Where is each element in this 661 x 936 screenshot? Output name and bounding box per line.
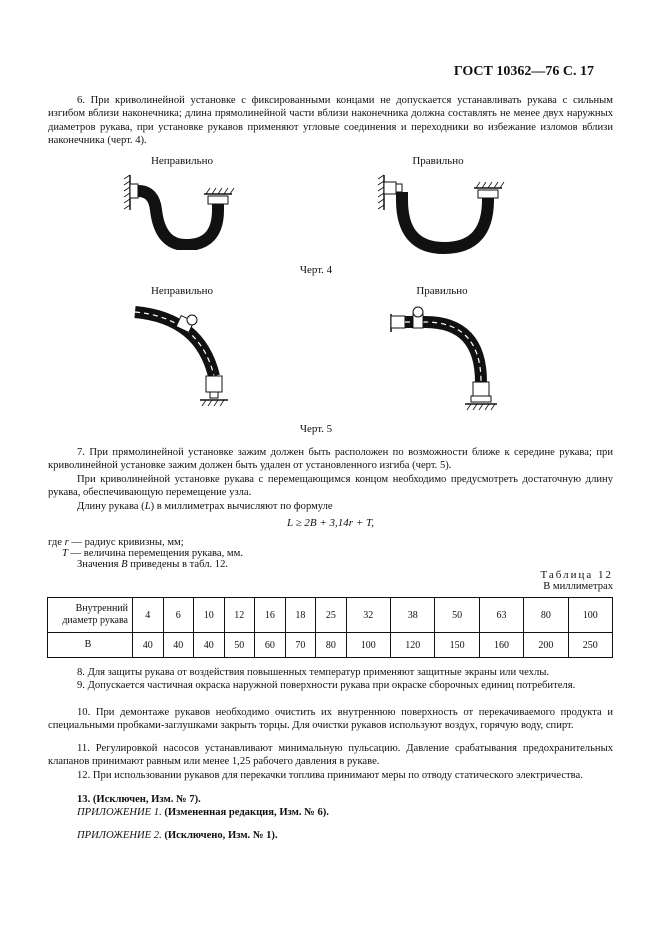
- fig4-right-drawing: [370, 170, 510, 255]
- fig5-right-label: Правильно: [416, 285, 468, 297]
- diameter-cell: 100: [568, 598, 612, 633]
- fig4-wrong-drawing: [120, 170, 260, 250]
- fig4-wrong-label: Неправильно: [150, 155, 214, 167]
- fig5-wrong-drawing: [130, 300, 250, 415]
- diameter-cell: 50: [435, 598, 479, 633]
- b-cell: 250: [568, 633, 612, 658]
- paragraph-8: 8. Для защиты рукава от воздействия повышенных температур применяют защитные экраны или чехлы.: [77, 667, 550, 678]
- diameter-cell: 63: [479, 598, 523, 633]
- fig5-caption: Черт. 5: [299, 423, 333, 435]
- diameter-cell: 6: [163, 598, 194, 633]
- page-header: ГОСТ 10362—76 С. 17: [453, 64, 594, 79]
- diameter-cell: 32: [346, 598, 390, 633]
- b-cell: 80: [316, 633, 347, 658]
- b-cell: 50: [224, 633, 255, 658]
- diameter-cell: 10: [194, 598, 225, 633]
- paragraph-7c: Длину рукава (L) в миллиметрах вычисляют по формуле: [77, 501, 333, 512]
- diameter-cell: 4: [133, 598, 164, 633]
- where-t: T — величина перемещения рукава, мм.: [62, 548, 243, 559]
- diameter-cell: 80: [524, 598, 568, 633]
- paragraph-7b: При криволинейной установке рукава с перемещающимся концом необходимо предусмотреть достаточную длину рукава, обеспечивающую перемещение узла.: [48, 474, 613, 499]
- b-cell: 150: [435, 633, 479, 658]
- values-b-note: Значения B приведены в табл. 12.: [77, 559, 229, 570]
- b-cell: 40: [163, 633, 194, 658]
- table-row-diameter: [48, 598, 613, 633]
- table-units: В миллиметрах: [543, 581, 613, 592]
- row-label-diameter: Внутренний диаметр рукава: [48, 598, 133, 633]
- b-cell: 40: [194, 633, 225, 658]
- fig5-wrong-label: Неправильно: [150, 285, 214, 297]
- paragraph-10: 10. При демонтаже рукавов необходимо очистить их внутреннюю поверхность от перекачиваемого продукта и специальными пробками-заглушками закрыть торцы. Для очистки рукавов используют воздух, горячую воду, спирт.: [48, 707, 613, 732]
- appendix-2-note: ПРИЛОЖЕНИЕ 2. (Исключено, Изм. № 1).: [77, 830, 278, 841]
- diameter-cell: 16: [255, 598, 286, 633]
- length-formula: L ≥ 2B + 3,14r + T,: [286, 517, 375, 529]
- b-cell: 100: [346, 633, 390, 658]
- b-cell: 60: [255, 633, 286, 658]
- paragraph-11: 11. Регулировкой насосов устанавливают минимальную пульсацию. Давление срабатывания предохранительных клапанов принимают равным или менее 1,25 рабочего давления в рукаве.: [48, 743, 613, 768]
- appendix-1-note: ПРИЛОЖЕНИЕ 1. (Измененная редакция, Изм. № 6).: [77, 807, 329, 818]
- b-cell: 70: [285, 633, 316, 658]
- table-title: Таблица 12: [540, 569, 613, 581]
- fig4-right-label: Правильно: [412, 155, 464, 167]
- diameter-cell: 38: [391, 598, 435, 633]
- b-cell: 40: [133, 633, 164, 658]
- paragraph-7: 7. При прямолинейной установке зажим должен быть расположен по возможности ближе к середине рукава; при криволинейной установке зажим должен быть удален от установленного изгиба (черт. 5).: [48, 447, 613, 472]
- diameter-cell: 18: [285, 598, 316, 633]
- table-row-b: [48, 633, 613, 658]
- paragraph-6: 6. При криволинейной установке с фиксированными концами не допускается устанавливать рукава с сильным изгибом вблизи наконечника; длина прямолинейной части вблизи наконечника должна составлять не менее двух наружных диаметров рукава, при установке рукавов применяют угловые соединения и переходники во избежание изломов вблизи наконечника (черт. 4).: [48, 95, 613, 147]
- b-cell: 160: [479, 633, 523, 658]
- b-cell: 200: [524, 633, 568, 658]
- fig5-right-drawing: [385, 300, 515, 415]
- paragraph-13: 13. (Исключен, Изм. № 7).: [77, 794, 201, 805]
- where-r: где r — радиус кривизны, мм;: [48, 537, 184, 548]
- b-cell: 120: [391, 633, 435, 658]
- diameter-cell: 12: [224, 598, 255, 633]
- fig4-caption: Черт. 4: [299, 264, 333, 276]
- table-12: [47, 597, 613, 658]
- paragraph-9: 9. Допускается частичная окраска наружной поверхности рукава при окраске сборочных единиц потребителя.: [77, 680, 576, 691]
- row-label-b: B: [48, 633, 133, 658]
- paragraph-12: 12. При использовании рукавов для перекачки топлива принимают меры по отводу статического электричества.: [77, 770, 583, 781]
- diameter-cell: 25: [316, 598, 347, 633]
